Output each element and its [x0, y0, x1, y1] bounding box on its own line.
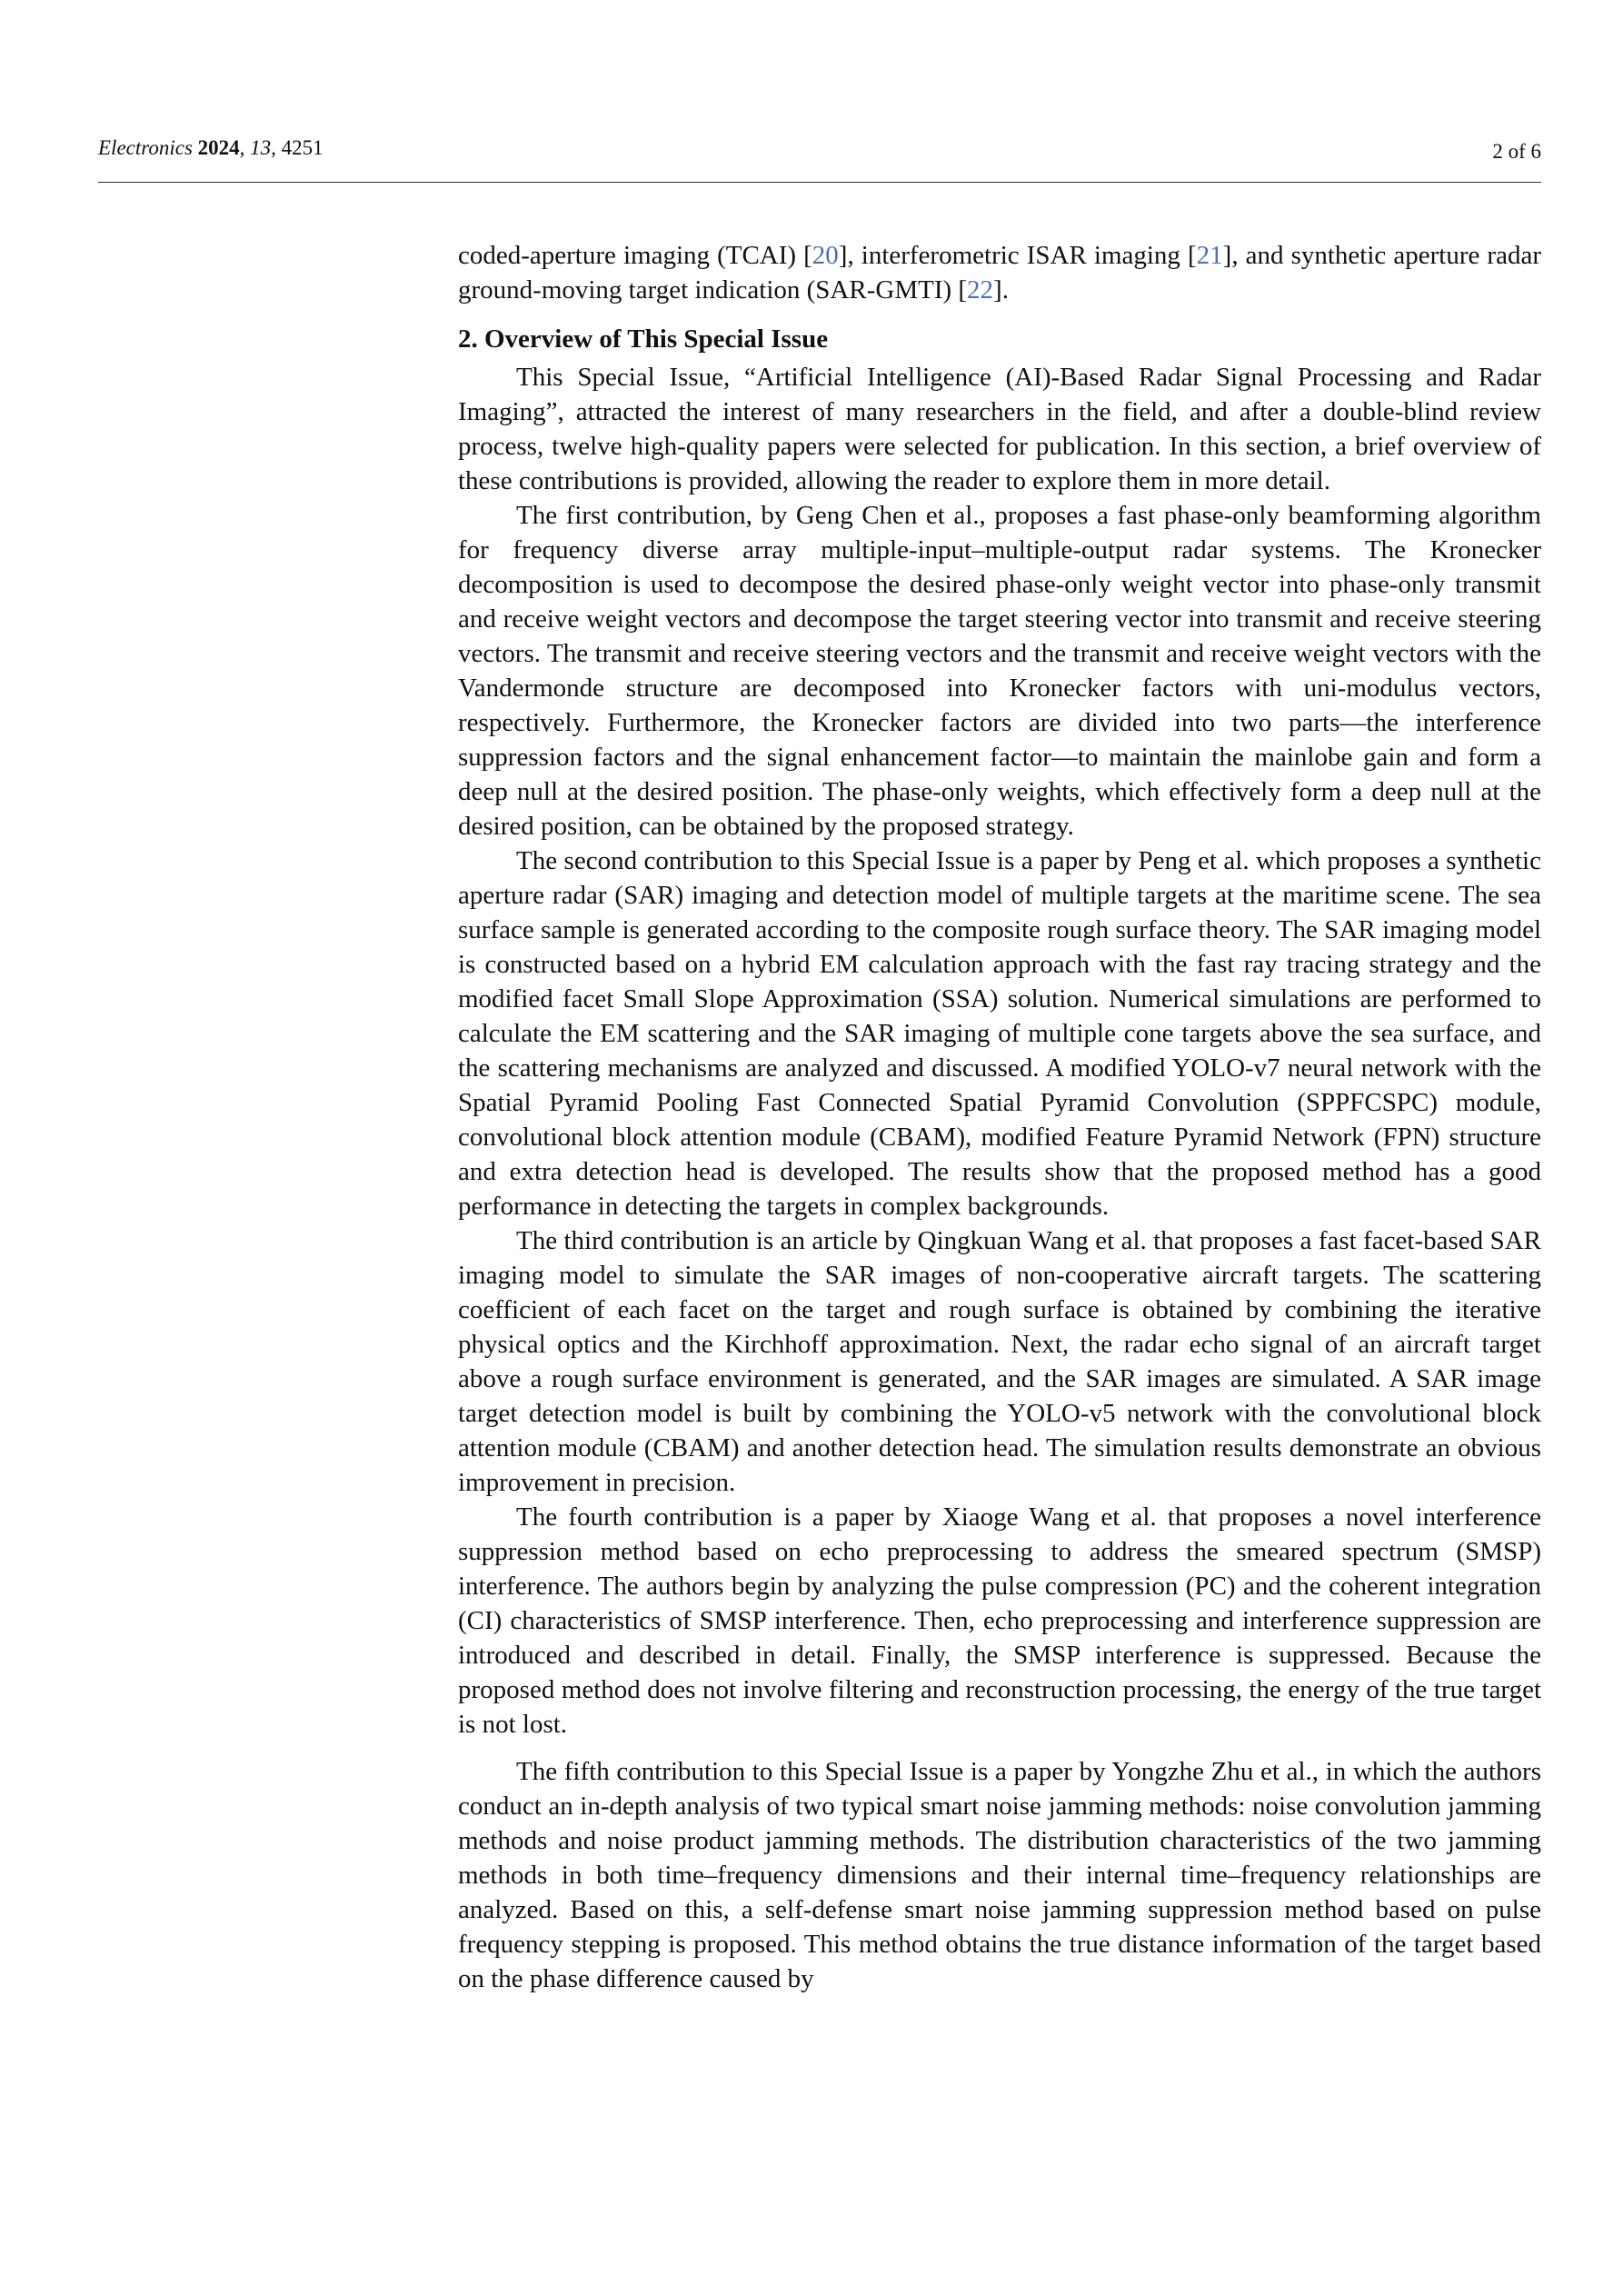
text-span: ], and synthetic aperture radar ground-moving target indication (SAR-GMTI) [	[458, 241, 1541, 304]
page-number: 2 of 6	[1492, 140, 1541, 163]
section-heading: 2. Overview of This Special Issue	[458, 324, 829, 354]
main-text	[458, 238, 1541, 1996]
journal-volume: 13	[250, 136, 272, 159]
body-paragraph: This Special Issue, “Artificial Intelligence (AI)-Based Radar Signal Processing and Radar Imaging”, attracted the interest of many researchers in the field, and after a double-blind review process, twelve high-quality papers were selected for publication. In this section, a brief overview of these contributions is provided, allowing the reader to explore them in more detail.	[458, 363, 1541, 495]
header-rule	[98, 182, 1541, 183]
text-span: ].	[993, 275, 1009, 304]
text-span: ], interferometric ISAR imaging [	[838, 241, 1197, 270]
text-span: coded-aperture imaging (TCAI) [	[458, 241, 812, 270]
journal-year: 2024	[197, 136, 240, 159]
body-paragraph: The fourth contribution is a paper by Xiaoge Wang et al. that proposes a novel interference suppression method based on echo preprocessing to address the smeared spectrum (SMSP) interference. The authors begin by analyzing the pulse compression (PC) and the coherent integration (CI) characteristics of SMSP interference. Then, echo preprocessing and interference suppression are introduced and described in detail. Finally, the SMSP interference is suppressed. Because the proposed method does not involve filtering and reconstruction processing, the energy of the true target is not lost.	[458, 1502, 1541, 1739]
body-paragraph: The third contribution is an article by Qingkuan Wang et al. that proposes a fast facet-based SAR imaging model to simulate the SAR images of non-cooperative aircraft targets. The scattering coefficient of each facet on the target and rough surface is obtained by combining the iterative physical optics and the Kirchhoff approximation. Next, the radar echo signal of an aircraft target above a rough surface environment is generated, and the SAR images are simulated. A SAR image target detection model is built by combining the YOLO-v5 network with the convolutional block attention module (CBAM) and another detection head. The simulation results demonstrate an obvious improvement in precision.	[458, 1226, 1541, 1497]
running-header	[98, 136, 1541, 180]
journal-name: Electronics	[98, 136, 193, 159]
body-paragraph: The fifth contribution to this Special Issue is a paper by Yongzhe Zhu et al., in which the authors conduct an in-depth analysis of two typical smart noise jamming methods: noise convolution jamming methods and noise product jamming methods. The distribution characteristics of the two jamming methods in both time–frequency dimensions and their internal time–frequency relationships are analyzed. Based on this, a self-defense smart noise jamming suppression method based on pulse frequency stepping is proposed. This method obtains the true distance information of the target based on the phase difference caused by	[458, 1757, 1541, 1993]
journal-citation: Electronics 2024, 13, 4251	[98, 136, 324, 159]
citation-link[interactable]: 20	[812, 241, 839, 270]
body-paragraph: The first contribution, by Geng Chen et al., proposes a fast phase-only beamforming algorithm for frequency diverse array multiple-input–multiple-output radar systems. The Kronecker decomposition is used to decompose the desired phase-only weight vector into phase-only transmit and receive weight vectors and decompose the target steering vector into transmit and receive steering vectors. The transmit and receive steering vectors and the transmit and receive weight vectors with the Vandermonde structure are decomposed into Kronecker factors with uni-modulus vectors, respectively. Furthermore, the Kronecker factors are divided into two parts—the interference suppression factors and the signal enhancement factor—to maintain the mainlobe gain and form a deep null at the desired position. The phase-only weights, which effectively form a deep null at the desired position, can be obtained by the proposed strategy.	[458, 501, 1541, 841]
citation-link[interactable]: 22	[967, 275, 994, 304]
article-number: 4251	[281, 136, 324, 159]
intro-tail-paragraph	[458, 238, 1541, 307]
citation-link[interactable]: 21	[1196, 241, 1223, 270]
body-paragraph: The second contribution to this Special Issue is a paper by Peng et al. which proposes a synthetic aperture radar (SAR) imaging and detection model of multiple targets at the maritime scene. The sea surface sample is generated according to the composite rough surface theory. The SAR imaging model is constructed based on a hybrid EM calculation approach with the fast ray tracing strategy and the modified facet Small Slope Approximation (SSA) solution. Numerical simulations are performed to calculate the EM scattering and the SAR imaging of multiple cone targets above the sea surface, and the scattering mechanisms are analyzed and discussed. A modified YOLO-v7 neural network with the Spatial Pyramid Pooling Fast Connected Spatial Pyramid Convolution (SPPFCSPC) module, convolutional block attention module (CBAM), modified Feature Pyramid Network (FPN) structure and extra detection head is developed. The results show that the proposed method has a good performance in detecting the targets in complex backgrounds.	[458, 846, 1541, 1221]
